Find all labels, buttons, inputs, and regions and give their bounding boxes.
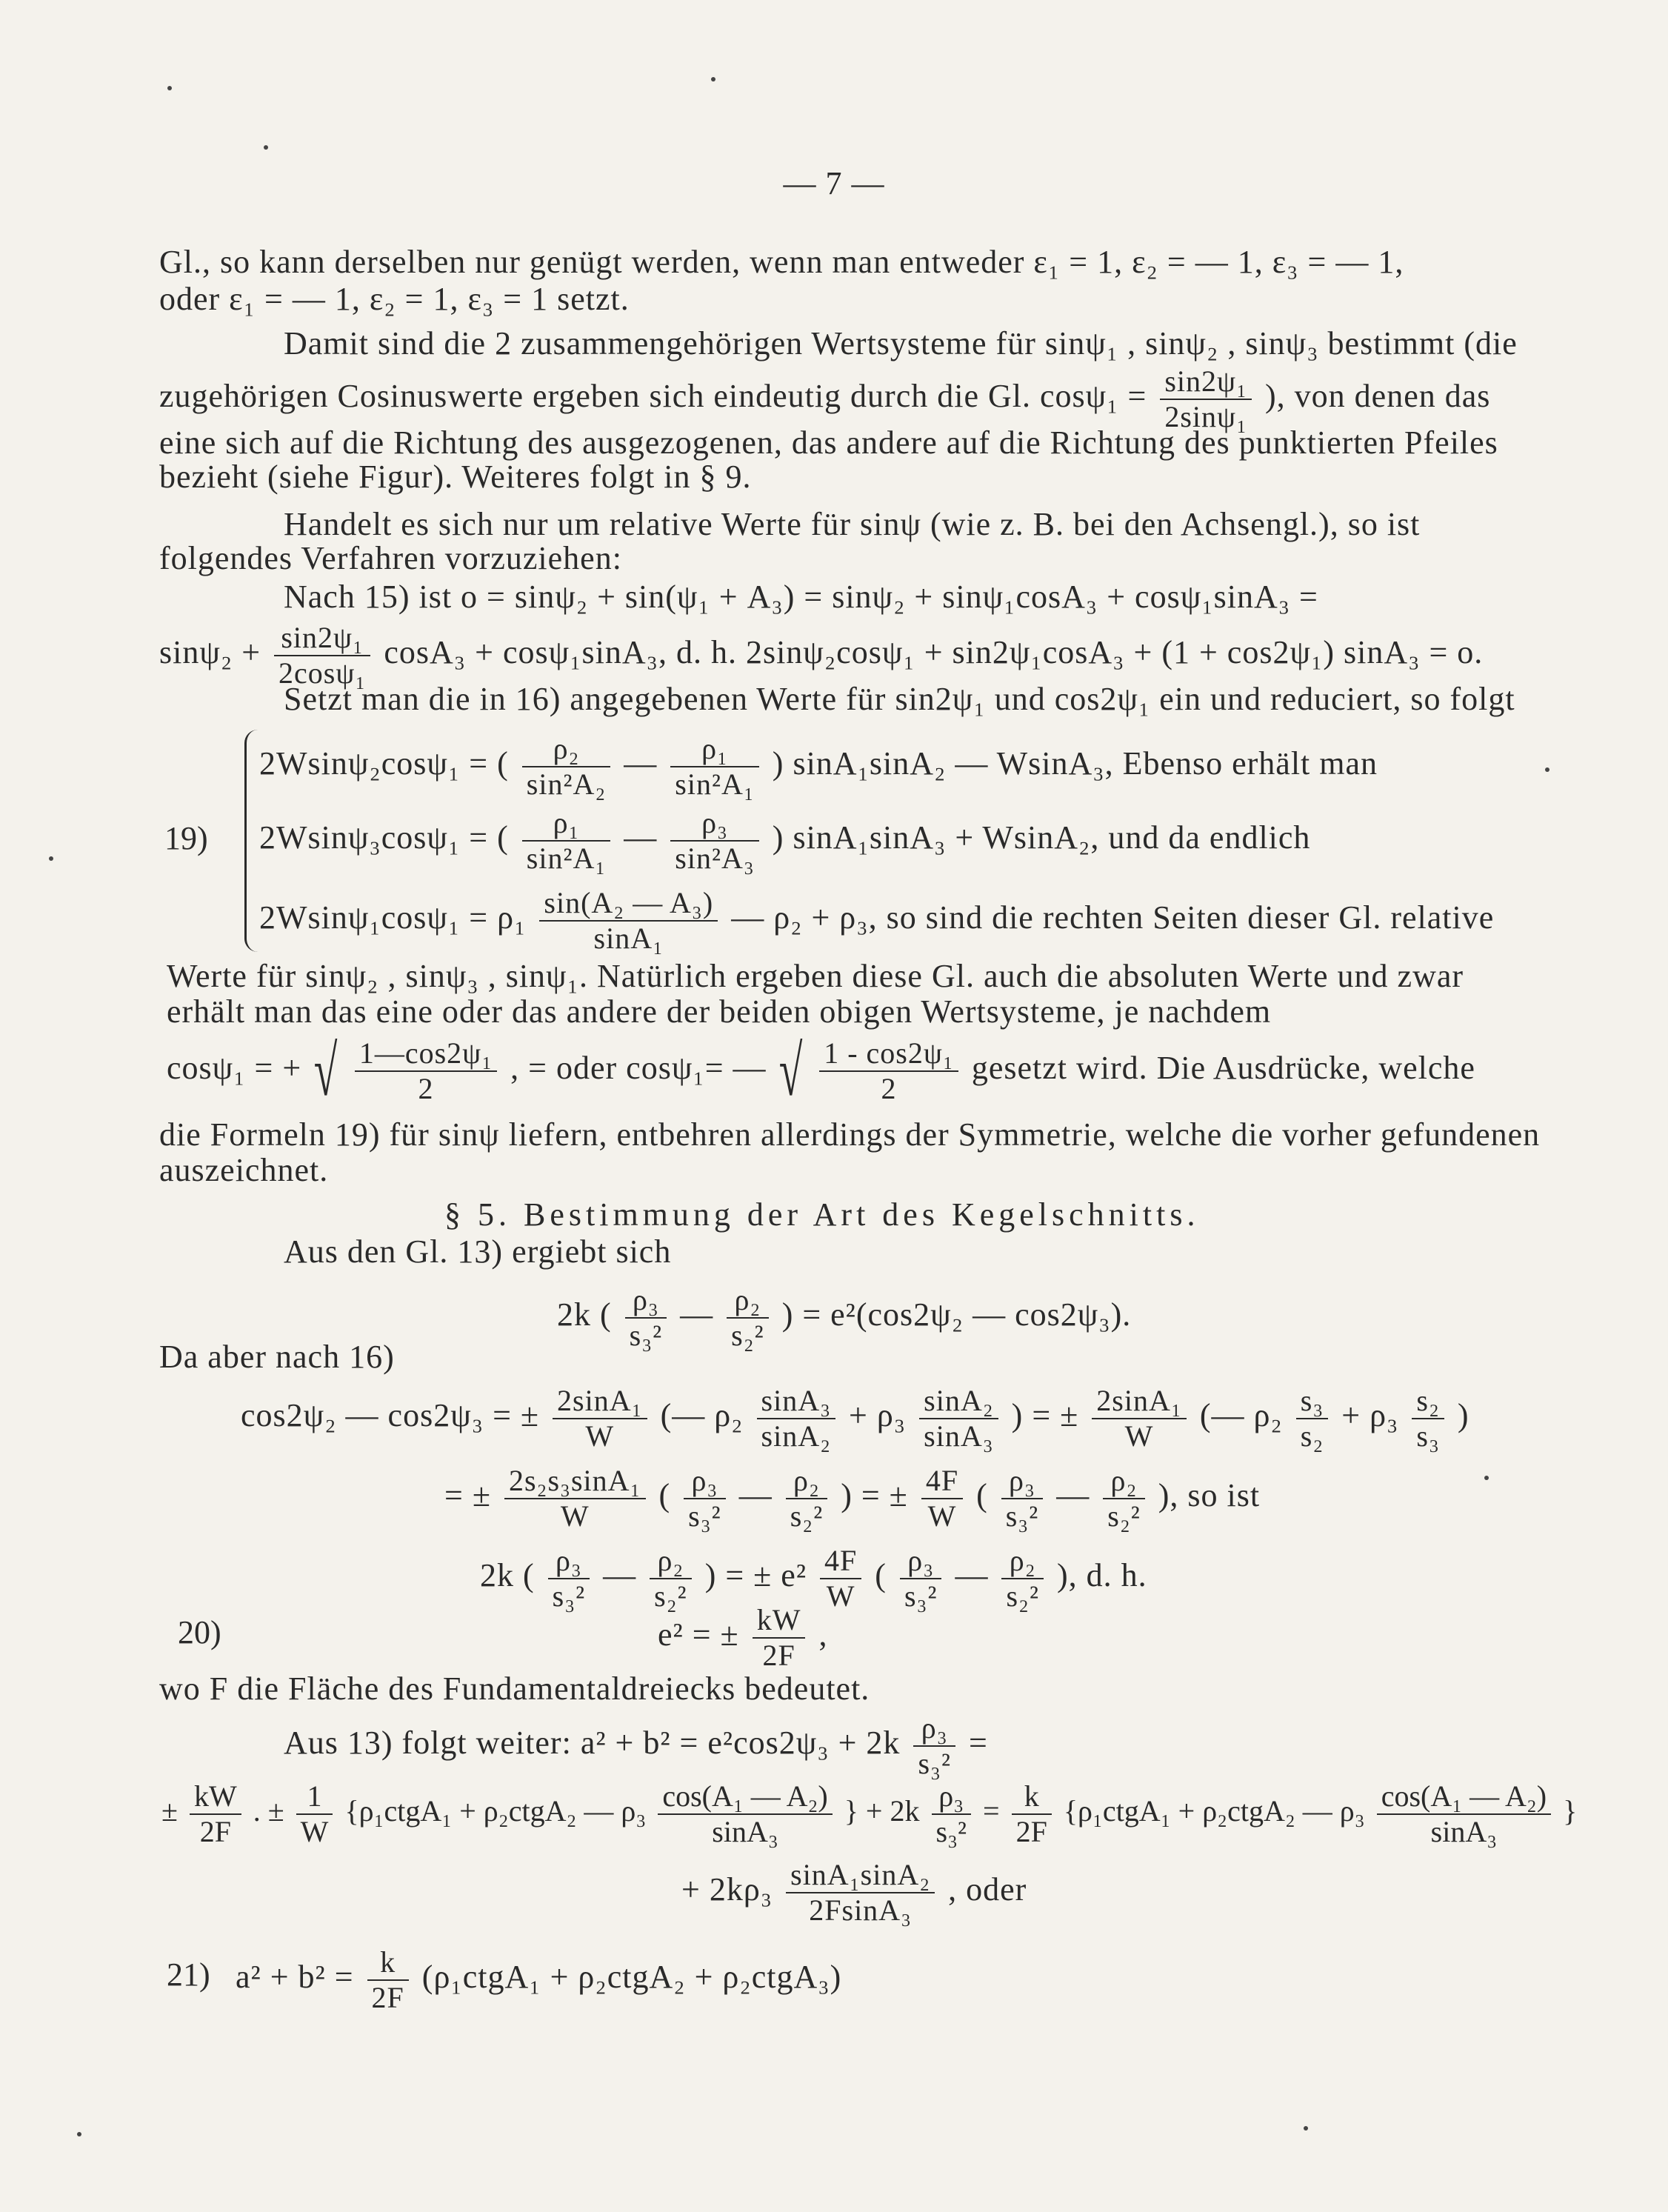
fraction-denominator: sinA₁ <box>593 922 664 955</box>
fraction-numerator: 1 - cos2ψ₁ <box>819 1036 958 1072</box>
fraction <box>684 1464 726 1533</box>
fraction-denominator: W <box>927 1499 957 1533</box>
fraction-denominator: s₂² <box>1107 1499 1141 1533</box>
fraction-numerator: 2sinA₁ <box>553 1384 647 1419</box>
text-segment: ), von denen das <box>1265 378 1491 415</box>
eq-segment: ) = ± <box>1011 1397 1079 1434</box>
fraction <box>900 1544 942 1613</box>
fraction-numerator: 2s₂s₃sinA₁ <box>504 1464 646 1499</box>
fraction-denominator: sinA₃ <box>712 1815 778 1848</box>
fraction <box>1412 1384 1444 1453</box>
fraction <box>522 806 611 876</box>
fraction <box>1001 1544 1044 1613</box>
text-line: Nach 15) ist o = sinψ₂ + sin(ψ₁ + A₃) = sinψ₂ + sinψ₁cosA₃ + cosψ₁sinA₃ = <box>284 579 1318 615</box>
text-line: oder ε₁ = — 1, ε₂ = 1, ε₃ = 1 setzt. <box>159 281 630 317</box>
eq-segment: a² + b² = <box>236 1959 354 1996</box>
eq-segment: ) sinA₁sinA₂ — WsinA₃, Ebenso erhält man <box>772 745 1378 782</box>
eq-segment: — <box>624 819 658 856</box>
fraction-numerator: cos(A₁ — A₂) <box>1377 1779 1551 1815</box>
text-line: Gl., so kann derselben nur genügt werden, wenn man entweder ε₁ = 1, ε₂ = — 1, ε₃ = — 1, <box>159 244 1404 280</box>
eq-segment: 2Wsinψ₂cosψ₁ = ( <box>259 745 509 782</box>
fraction-numerator: ρ₂ <box>727 1283 769 1319</box>
fraction-denominator: 2 <box>418 1072 434 1105</box>
equation-row <box>557 1283 1131 1353</box>
text-segment: sinψ₂ + <box>159 634 261 671</box>
fraction-denominator: s₃² <box>935 1815 967 1848</box>
eq-segment: — <box>1056 1477 1090 1514</box>
fraction-numerator: ρ₁ <box>522 806 611 842</box>
eq-segment: ), so ist <box>1158 1477 1261 1514</box>
eq-segment: — <box>738 1477 773 1514</box>
fraction-numerator: sin(A₂ — A₃) <box>539 886 718 922</box>
fraction-denominator: sin²A₁ <box>675 767 755 801</box>
fraction <box>553 1384 647 1453</box>
fraction-denominator: s₃² <box>688 1499 721 1533</box>
fraction <box>625 1283 667 1353</box>
fraction-denominator: s₃² <box>552 1579 586 1613</box>
eq-segment: (ρ₁ctgA₁ + ρ₂ctgA₂ + ρ₂ctgA₃) <box>421 1959 842 1996</box>
text-line: Setzt man die in 16) angegebenen Werte für sin2ψ₁ und cos2ψ₁ ein und reduciert, so folgt <box>284 681 1515 717</box>
eq-segment: cos2ψ₂ — cos2ψ₃ = ± <box>241 1397 540 1434</box>
fraction-denominator: sin²A₁ <box>526 842 607 875</box>
fraction <box>1012 1779 1052 1849</box>
fraction-numerator: k <box>367 1945 409 1981</box>
fraction <box>522 732 611 802</box>
fraction-numerator: sin2ψ₁ <box>274 621 370 656</box>
fraction <box>367 1945 409 2015</box>
fraction <box>727 1283 769 1353</box>
fraction-numerator: sinA₁sinA₂ <box>786 1858 935 1893</box>
equation-number: 21) <box>167 1956 210 1993</box>
fraction-numerator: 1—cos2ψ₁ <box>355 1036 497 1072</box>
text-line: folgendes Verfahren vorzuziehen: <box>159 540 622 576</box>
fraction-numerator: sin2ψ₁ <box>1160 364 1252 400</box>
eq-segment: 2k ( <box>480 1557 535 1594</box>
fraction-numerator: 4F <box>820 1544 861 1579</box>
fraction-denominator: W <box>826 1579 855 1613</box>
eq-segment: + ρ₃ <box>1341 1397 1399 1434</box>
text-line-with-roots <box>167 1031 1475 1110</box>
fraction-denominator: s₃² <box>629 1319 663 1352</box>
eq-segment: ) <box>1457 1397 1469 1434</box>
text-line: Handelt es sich nur um relative Werte für sinψ (wie z. B. bei den Achsengl.), so ist <box>284 506 1421 542</box>
eq-segment: . ± <box>253 1794 284 1828</box>
fraction-denominator: sinA₃ <box>1430 1815 1498 1848</box>
fraction-denominator: s₂ <box>1300 1419 1324 1453</box>
fraction <box>786 1464 828 1533</box>
eq-segment: — <box>624 745 658 782</box>
eq-segment: = <box>983 1794 1000 1828</box>
text-segment: cosA₃ + cosψ₁sinA₃, d. h. 2sinψ₂cosψ₁ + sin2ψ₁cosA₃ + (1 + cos2ψ₁) sinA₃ = o. <box>384 634 1484 671</box>
eq-segment: ) = e²(cos2ψ₂ — cos2ψ₃). <box>781 1296 1132 1333</box>
fraction <box>819 1036 958 1106</box>
eq-segment: , <box>818 1616 828 1653</box>
scan-speck <box>49 856 53 861</box>
fraction-denominator: W <box>1124 1419 1154 1453</box>
fraction-denominator: 2FsinA₃ <box>809 1893 913 1927</box>
eq-segment: {ρ₁ctgA₁ + ρ₂ctgA₂ — ρ₃ <box>1063 1794 1365 1828</box>
fraction-denominator: sin²A₂ <box>526 767 607 801</box>
eq-segment: } <box>1563 1794 1578 1828</box>
fraction-denominator: W <box>560 1499 590 1533</box>
text-line: Aus den Gl. 13) ergiebt sich <box>284 1233 672 1270</box>
fraction <box>296 1779 333 1849</box>
equation-row <box>444 1464 1260 1533</box>
fraction <box>1001 1464 1044 1533</box>
text-line-with-fraction <box>284 1711 988 1781</box>
fraction-numerator: ρ₂ <box>1001 1544 1044 1579</box>
fraction <box>786 1858 935 1928</box>
equation-row <box>681 1858 1027 1928</box>
text-segment: zugehörigen Cosinuswerte ergeben sich eindeutig durch die Gl. cosψ₁ = <box>159 378 1147 415</box>
eq-segment: — <box>603 1557 637 1594</box>
fraction-denominator: s₃² <box>904 1579 938 1613</box>
fraction <box>921 1464 963 1533</box>
eq-segment: ( <box>875 1557 887 1594</box>
fraction-denominator: 2 <box>881 1072 897 1105</box>
fraction <box>539 886 718 956</box>
equation-row <box>241 1384 1469 1453</box>
equation-number: 20) <box>178 1614 221 1650</box>
fraction <box>753 1603 806 1673</box>
eq-segment: ), d. h. <box>1056 1557 1147 1594</box>
fraction-numerator: s₃ <box>1296 1384 1329 1419</box>
eq-segment: ( <box>976 1477 988 1514</box>
eq-segment: 2Wsinψ₁cosψ₁ = ρ₁ <box>259 899 527 936</box>
fraction-numerator: cos(A₁ — A₂) <box>658 1779 832 1815</box>
scan-speck <box>1304 2126 1308 2131</box>
fraction-denominator: W <box>585 1419 615 1453</box>
fraction-denominator: s₂² <box>654 1579 687 1613</box>
fraction-numerator: sinA₃ <box>757 1384 836 1419</box>
scan-speck <box>711 77 715 81</box>
fraction-denominator: 2F <box>1015 1815 1047 1848</box>
fraction-denominator: s₂² <box>790 1499 824 1533</box>
fraction-numerator: sinA₂ <box>919 1384 998 1419</box>
page-number: — 7 — <box>783 165 885 201</box>
fraction-numerator: 4F <box>921 1464 963 1499</box>
eq-segment: ) = ± e² <box>704 1557 807 1594</box>
fraction-numerator: kW <box>190 1779 241 1815</box>
eq-segment: ( <box>658 1477 671 1514</box>
text-line: bezieht (siehe Figur). Weiteres folgt in § 9. <box>159 459 752 495</box>
text-line: die Formeln 19) für sinψ liefern, entbehren allerdings der Symmetrie, welche die vorher gefundenen <box>159 1116 1541 1153</box>
text-line: auszeichnet. <box>159 1152 329 1188</box>
text-line: erhält man das eine oder das andere der beiden obigen Wertsysteme, je nachdem <box>167 993 1272 1030</box>
eq-segment: {ρ₁ctgA₁ + ρ₂ctgA₂ — ρ₃ <box>344 1794 647 1828</box>
fraction-numerator: ρ₃ <box>548 1544 590 1579</box>
eq-segment: ± <box>161 1794 178 1828</box>
fraction-denominator: 2F <box>199 1815 231 1848</box>
eq-segment: gesetzt wird. Die Ausdrücke, welche <box>971 1050 1475 1087</box>
equation-row <box>658 1603 827 1673</box>
fraction-numerator: s₂ <box>1412 1384 1444 1419</box>
fraction-numerator: kW <box>753 1603 806 1639</box>
fraction-numerator: ρ₁ <box>670 732 759 767</box>
eq-segment: + ρ₃ <box>849 1397 907 1434</box>
fraction <box>670 732 759 802</box>
section-heading: § 5. Bestimmung der Art des Kegelschnitts. <box>444 1196 1200 1233</box>
text-line: Da aber nach 16) <box>159 1339 395 1375</box>
fraction <box>932 1779 972 1849</box>
fraction-numerator: ρ₂ <box>786 1464 828 1499</box>
fraction-numerator: 1 <box>296 1779 333 1815</box>
fraction-denominator: s₂² <box>731 1319 764 1352</box>
eq-segment: e² = ± <box>658 1616 739 1653</box>
fraction-denominator: s₃² <box>1005 1499 1039 1533</box>
eq-segment: ) = ± <box>841 1477 908 1514</box>
fraction-numerator: ρ₃ <box>1001 1464 1044 1499</box>
fraction <box>504 1464 646 1533</box>
fraction <box>190 1779 241 1849</box>
fraction <box>757 1384 836 1453</box>
fraction <box>1103 1464 1145 1533</box>
scan-speck <box>77 2132 81 2136</box>
equation-row <box>161 1779 1577 1849</box>
fraction-denominator: sinA₂ <box>761 1419 832 1453</box>
eq-segment: 2Wsinψ₃cosψ₁ = ( <box>259 819 509 856</box>
eq-segment: 2k ( <box>557 1296 612 1333</box>
equation-row <box>259 806 1310 876</box>
fraction <box>548 1544 590 1613</box>
scan-speck <box>1545 767 1549 772</box>
eq-segment: cosψ₁ = + <box>167 1050 302 1087</box>
scan-speck <box>264 145 268 150</box>
fraction-denominator: s₂² <box>1006 1579 1039 1613</box>
eq-segment: = <box>968 1725 988 1762</box>
scan-speck <box>167 86 172 90</box>
fraction-numerator: k <box>1012 1779 1052 1815</box>
eq-segment: — <box>680 1296 714 1333</box>
fraction-numerator: 2sinA₁ <box>1092 1384 1187 1419</box>
fraction <box>1092 1384 1187 1453</box>
fraction-numerator: ρ₃ <box>932 1779 972 1815</box>
fraction-numerator: ρ₃ <box>625 1283 667 1319</box>
fraction <box>1296 1384 1329 1453</box>
eq-segment: (— ρ₂ <box>660 1397 744 1434</box>
text-line: wo F die Fläche des Fundamentaldreiecks bedeutet. <box>159 1670 870 1707</box>
fraction-numerator: ρ₃ <box>900 1544 942 1579</box>
fraction-denominator: 2cosψ₁ <box>278 656 367 690</box>
fraction-numerator: ρ₃ <box>913 1711 955 1747</box>
eq-segment: , oder <box>948 1871 1027 1908</box>
eq-segment: , = oder cosψ₁= — <box>510 1050 767 1087</box>
equation-row <box>259 886 1494 956</box>
fraction-numerator: ρ₂ <box>1103 1464 1145 1499</box>
fraction-denominator: sin²A₃ <box>675 842 755 875</box>
equation-row <box>236 1945 841 2015</box>
eq-segment: = ± <box>444 1477 491 1514</box>
text-line: eine sich auf die Richtung des ausgezogenen, das andere auf die Richtung des punktierten Pfeiles <box>159 424 1498 461</box>
fraction <box>355 1036 497 1106</box>
square-root-sign: √ <box>313 1031 338 1110</box>
eq-segment: + 2kρ₃ <box>681 1871 773 1908</box>
fraction-denominator: 2F <box>371 1981 404 2014</box>
fraction-denominator: 2F <box>762 1639 795 1672</box>
square-root-sign: √ <box>778 1031 803 1110</box>
eq-segment: — <box>955 1557 989 1594</box>
eq-segment: Aus 13) folgt weiter: a² + b² = e²cos2ψ₃ + 2k <box>284 1725 901 1762</box>
eq-segment: (— ρ₂ <box>1199 1397 1283 1434</box>
fraction-denominator: s₃ <box>1416 1419 1440 1453</box>
fraction-numerator: ρ₂ <box>650 1544 692 1579</box>
fraction-denominator: W <box>300 1815 329 1848</box>
equation-row <box>259 732 1378 802</box>
fraction <box>1377 1779 1551 1849</box>
fraction-denominator: 2sinψ₁ <box>1164 400 1248 433</box>
text-line: Damit sind die 2 zusammengehörigen Wertsysteme für sinψ₁ , sinψ₂ , sinψ₃ bestimmt (die <box>284 325 1518 362</box>
fraction <box>658 1779 832 1849</box>
scan-speck <box>1484 1476 1489 1480</box>
fraction-numerator: ρ₃ <box>684 1464 726 1499</box>
fraction <box>919 1384 998 1453</box>
fraction <box>670 806 759 876</box>
eq-segment: — ρ₂ + ρ₃, so sind die rechten Seiten dieser Gl. relative <box>731 899 1495 936</box>
fraction-denominator: s₃² <box>918 1747 951 1780</box>
fraction-numerator: ρ₃ <box>670 806 759 842</box>
fraction-numerator: ρ₂ <box>522 732 611 767</box>
fraction-denominator: sinA₃ <box>924 1419 994 1453</box>
fraction <box>913 1711 955 1781</box>
text-line: Werte für sinψ₂ , sinψ₃ , sinψ₁. Natürlich ergeben diese Gl. auch die absoluten Werte und zwar <box>167 958 1464 994</box>
eq-segment: ) sinA₁sinA₃ + WsinA₂, und da endlich <box>772 819 1311 856</box>
equation-number: 19) <box>164 820 208 856</box>
eq-segment: } + 2k <box>844 1794 920 1828</box>
